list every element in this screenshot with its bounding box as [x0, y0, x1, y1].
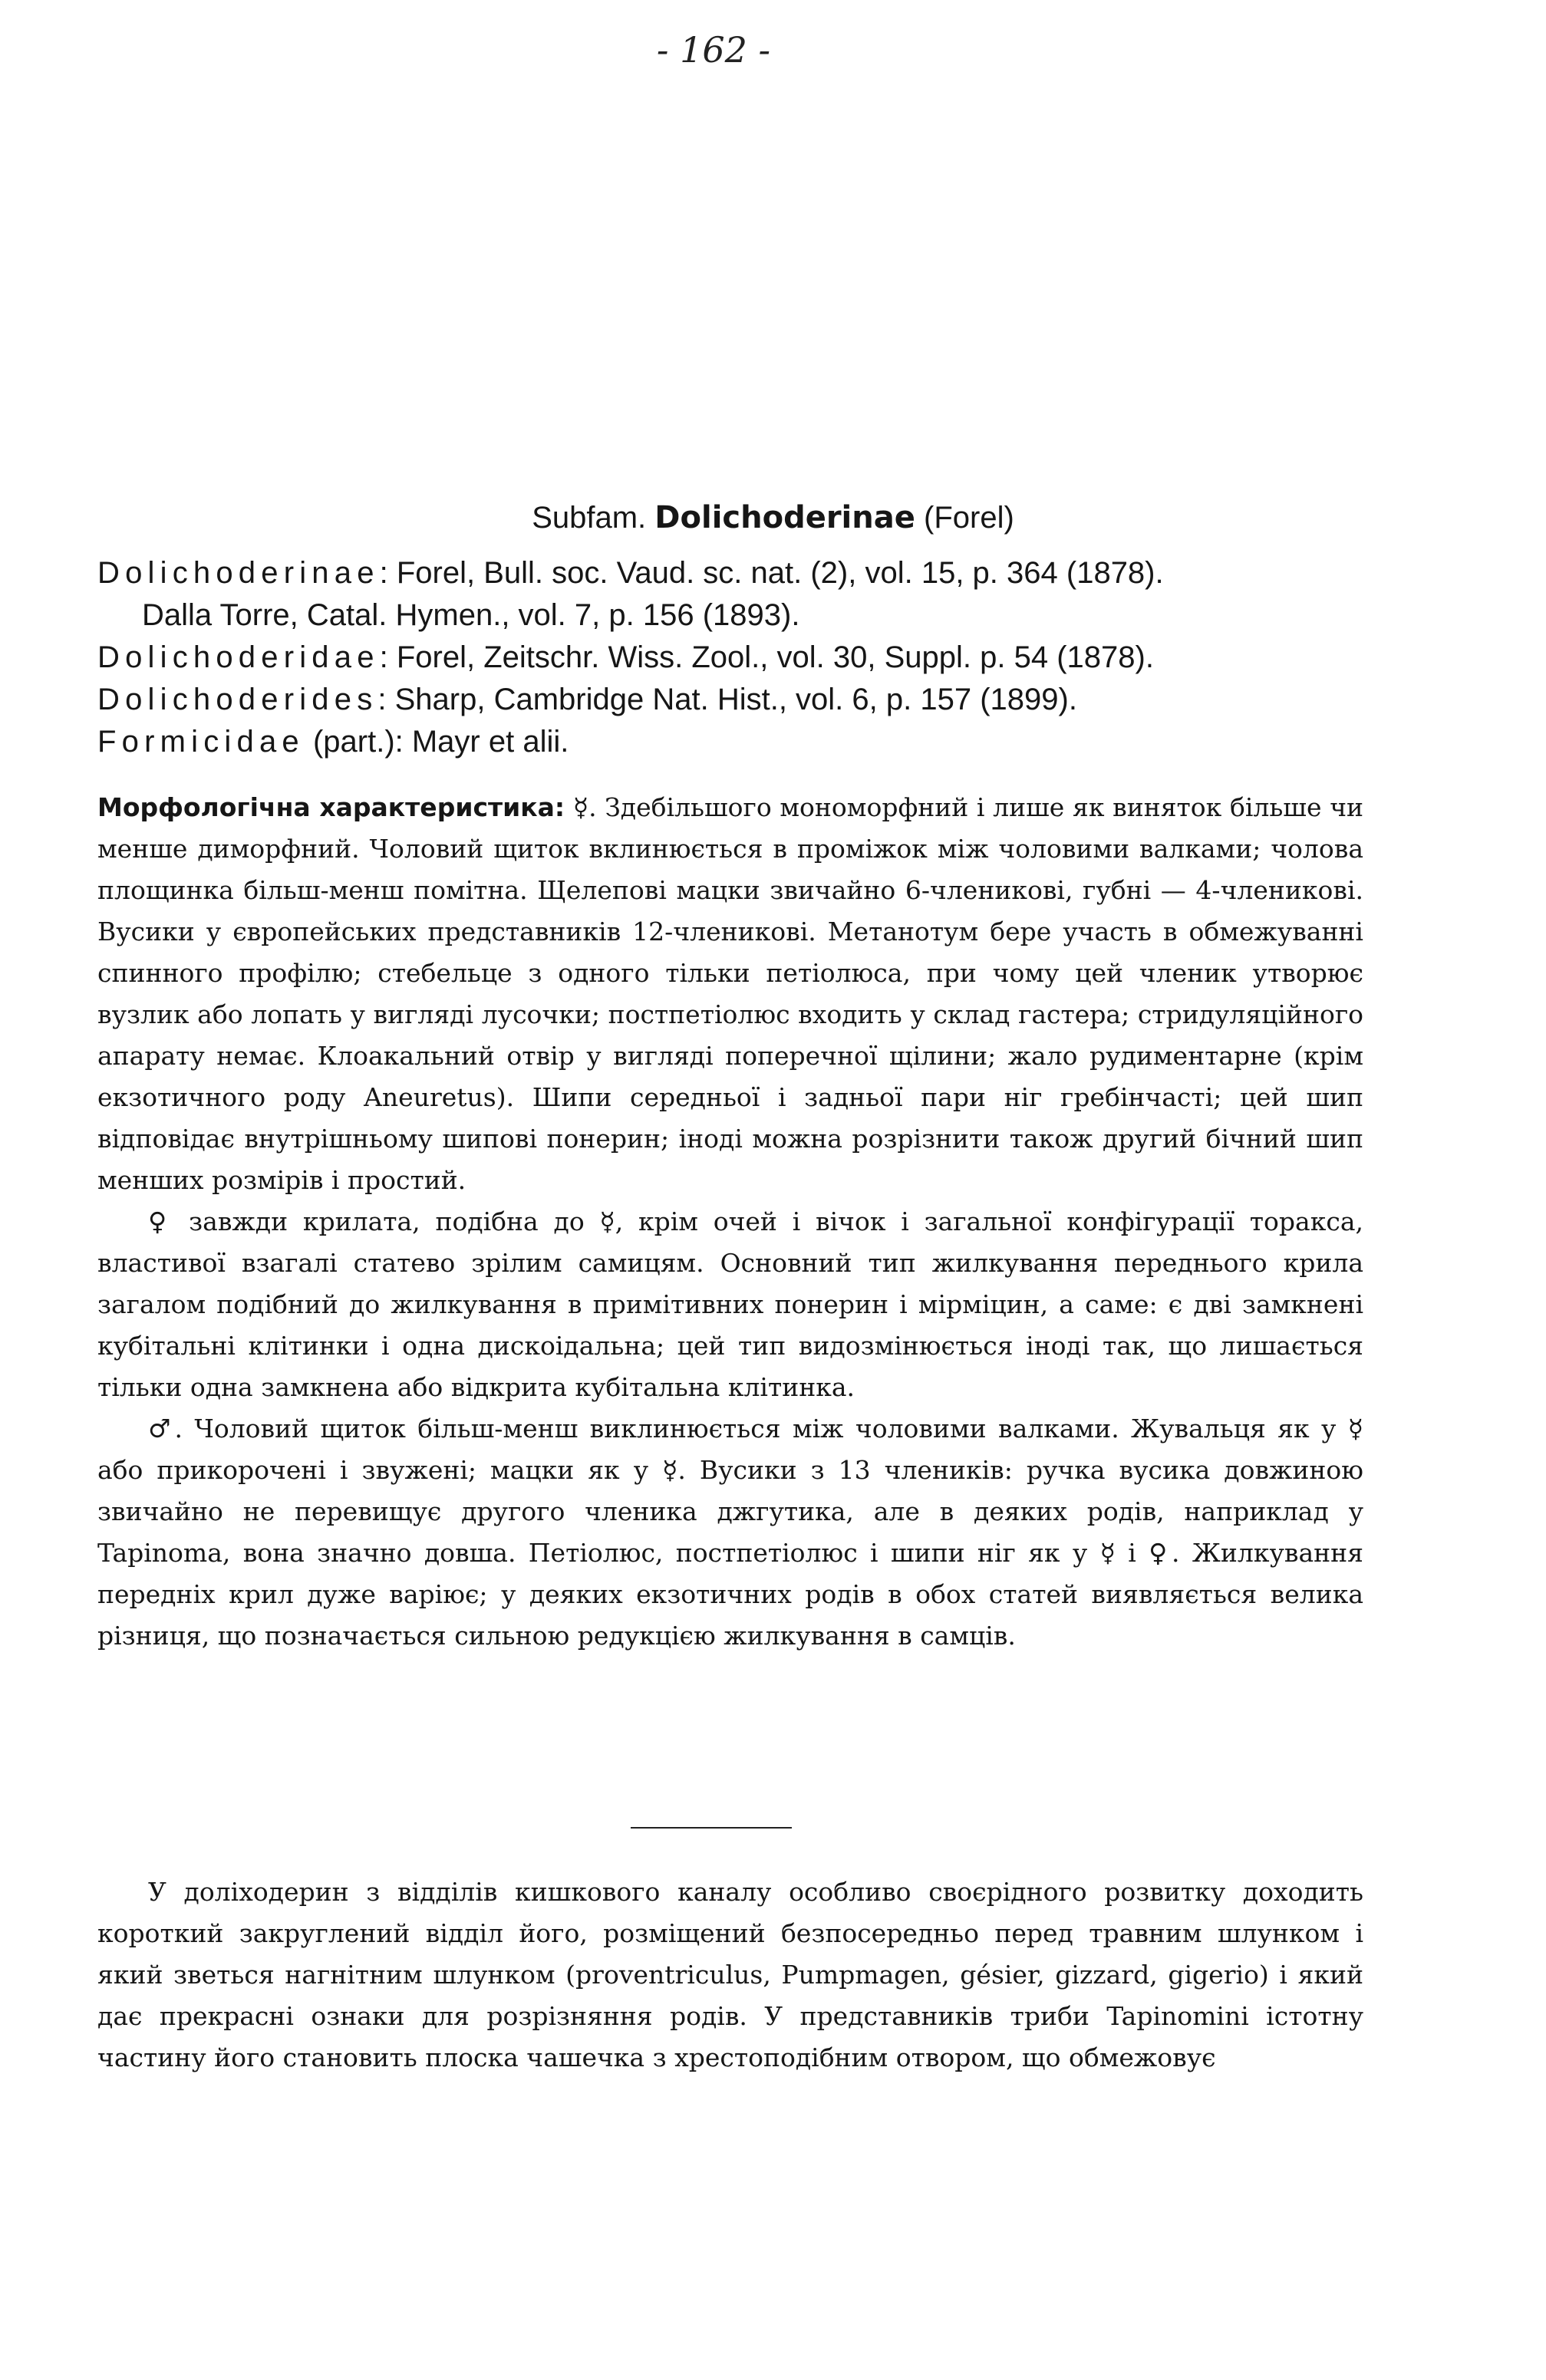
- heading-suffix: (Forel): [924, 501, 1014, 535]
- synonym-line: [97, 683, 1356, 717]
- body-section: [97, 1871, 1363, 2079]
- synonym-ref: : Forel, Bull. soc. Vaud. sc. nat. (2), vol. 15, p. 364 (1878).: [379, 556, 1164, 590]
- female-description: ♀ завжди крилата, подібна до ☿, крім очей і вічок і загальної конфігурації торакса, властивої взагалі статево зрілим самицям. Основний тип жилкування переднього крила загалом подібний до жилкування в примітивних понерин і мірміцин, а саме: є дві замкнені кубітальні клітинки і одна дискоідальна; цей тип видозмінюється іноді так, що лишається тільки одна замкнена або відкрита кубітальна клітинка.: [97, 1206, 1363, 1402]
- synonym-name: Formicidae: [97, 725, 305, 759]
- morphology-section: [97, 787, 1363, 1657]
- worker-description: ☿. Здебільшого мономорфний і лише як виняток більше чи менше диморфний. Чоловий щиток вклинюється в проміжок між чоловими валками; чолова площинка більш-менш помітна. Щелепові мацки звичайно 6-членикові, губні — 4-членикові. Вусики у європейських представників 12-членикові. Метанотум бере участь в обмежуванні спинного профілю; стебельце з одного тільки петіолюса, при чому цей членик утворює вузлик або лопать у вигляді лусочки; постпетіолюс входить у склад гастера; стридуляційного апарату немає. Клоакальний отвір у вигляді поперечної щілини; жало рудиментарне (крім екзотичного роду Aneuretus). Шипи середньої і задньої пари ніг гребінчасті; цей шип відповідає внутрішньому шипові понерин; іноді можна розрізнити також другий бічний шип менших розмірів і простий.: [97, 792, 1364, 1195]
- synonym-ref: (part.): Mayr et alii.: [304, 725, 569, 759]
- synonym-line: [97, 640, 1356, 675]
- paragraph-worker: [97, 787, 1363, 1201]
- synonym-name: Dolichoderidae: [97, 640, 380, 674]
- morphology-lead: Морфологічна характеристика:: [97, 792, 565, 822]
- synonym-line: [97, 725, 1356, 759]
- synonym-ref: : Sharp, Cambridge Nat. Hist., vol. 6, p. 157 (1899).: [377, 683, 1077, 716]
- synonym-ref: Dalla Torre, Catal. Hymen., vol. 7, p. 156 (1893).: [142, 598, 800, 632]
- synonym-line: [142, 598, 1400, 633]
- paragraph-female: [97, 1201, 1363, 1408]
- body-paragraph: У доліходерин з відділів кишкового каналу особливо своєрідного розвитку доходить короткий закруглений відділ його, розміщений безпосередньо перед травним шлунком і який зветься нагнітним шлунком (proventriculus, Pumpmagen, gésier, gizzard, gigerio) і який дає прекрасні ознаки для розрізняння родів. У представників триби Tapinomini істотну частину його становить плоска чашечка з хрестоподібним отвором, що обмежовує: [97, 1877, 1363, 2072]
- synonym-line: [97, 556, 1356, 591]
- male-description: ♂. Чоловий щиток більш-менш виклинюється між чоловими валками. Жувальця як у ☿ або прикорочені і звужені; мацки як у ☿. Вусики з 13 члеників: ручка вусика довжиною звичайно не перевищує другого членика джгутика, але в деяких родів, наприклад у Tapinoma, вона значно довша. Петіолюс, постпетіолюс і шипи ніг як у ☿ і ♀. Жилкування передніх крил дуже варіює; у деяких екзотичних родів в обох статей виявляється велика різниця, що позначається сильною редукцією жилкування в самців.: [97, 1414, 1363, 1651]
- page-number: - 162 -: [656, 29, 771, 71]
- heading-prefix: Subfam.: [532, 501, 647, 535]
- paragraph-male: [97, 1408, 1363, 1657]
- heading-name: Dolichoderinae: [654, 500, 915, 535]
- synonym-name: Dolichoderinae: [97, 556, 380, 590]
- section-divider: [631, 1827, 792, 1829]
- synonym-name: Dolichoderides: [97, 683, 378, 716]
- subfamily-heading: [0, 500, 1546, 535]
- synonym-ref: : Forel, Zeitschr. Wiss. Zool., vol. 30, Suppl. p. 54 (1878).: [379, 640, 1154, 674]
